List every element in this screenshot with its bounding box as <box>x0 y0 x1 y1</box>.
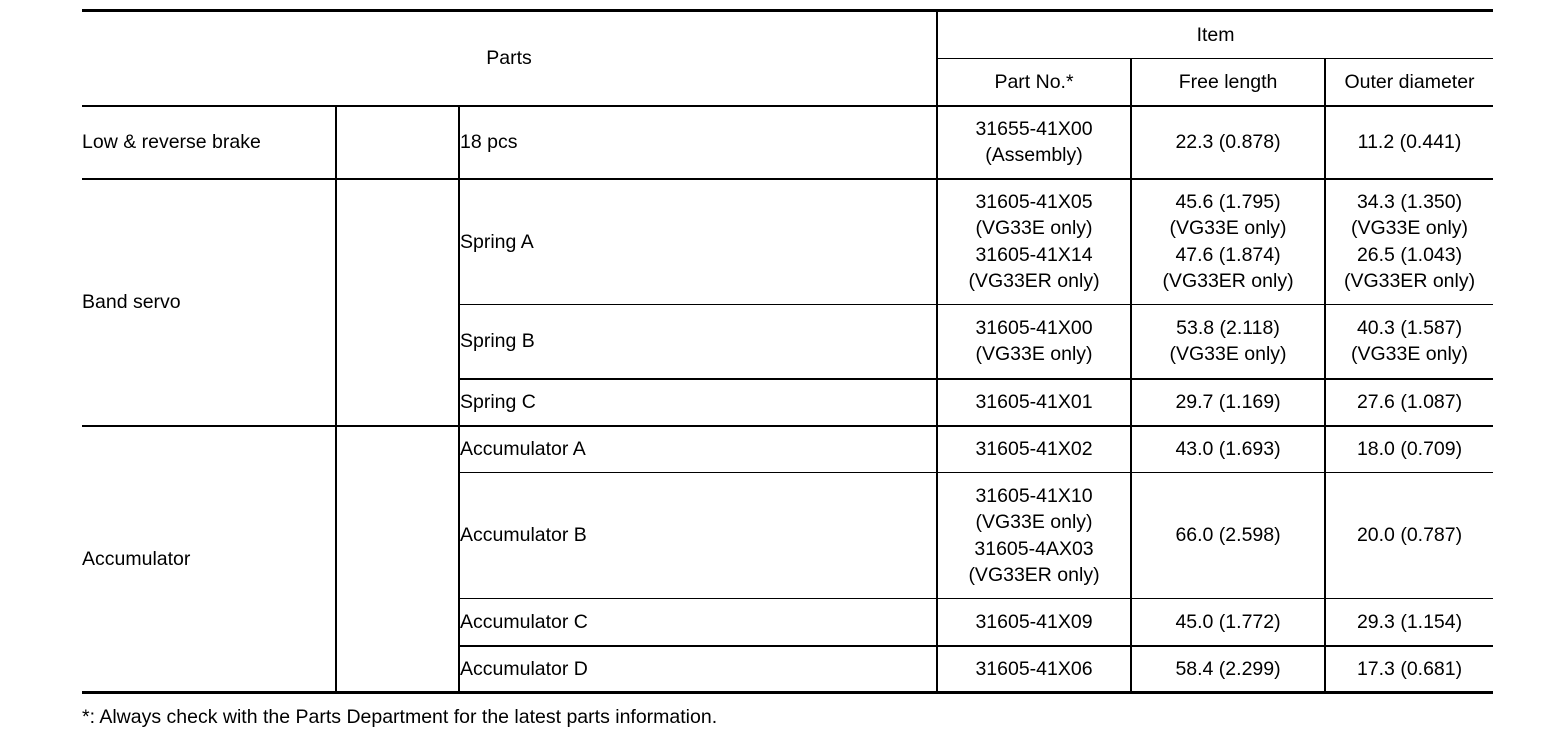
free-length-line: 47.6 (1.874) <box>1175 243 1281 266</box>
free-length-line: 53.8 (2.118) <box>1176 316 1280 339</box>
free-length-cell <box>1131 305 1325 379</box>
outer-diameter-cell <box>1325 179 1493 305</box>
free-length-cell: 45.0 (1.772) <box>1131 599 1325 646</box>
sub-part-label: Spring A <box>459 179 937 305</box>
free-length-cell: 66.0 (2.598) <box>1131 473 1325 599</box>
part-no-header: Part No.* <box>937 59 1131 106</box>
free-length-line: (VG33E only) <box>1169 217 1287 240</box>
free-length-cell: 58.4 (2.299) <box>1131 646 1325 693</box>
group-label: Accumulator <box>82 426 336 693</box>
outer-diameter-cell: 29.3 (1.154) <box>1325 599 1493 646</box>
outer-diameter-line: 34.3 (1.350) <box>1356 190 1463 213</box>
sub-part-label: Accumulator D <box>459 646 937 693</box>
part-no-line: (VG33E only) <box>975 511 1093 533</box>
table-row <box>82 179 1493 305</box>
outer-diameter-line: (VG33E only) <box>1351 343 1469 366</box>
part-no-cell <box>937 305 1131 379</box>
part-no-cell <box>937 106 1131 179</box>
footnote: *: Always check with the Parts Department for the latest parts information. <box>82 706 718 728</box>
outer-diameter-cell <box>1325 305 1493 379</box>
outer-diameter-line: 40.3 (1.587) <box>1356 316 1463 339</box>
outer-diameter-cell: 17.3 (0.681) <box>1325 646 1493 693</box>
outer-diameter-cell: 11.2 (0.441) <box>1325 106 1493 179</box>
part-no-cell: 31605-41X09 <box>937 599 1131 646</box>
part-no-line: (Assembly) <box>985 144 1083 166</box>
part-no-line: 31605-41X05 <box>975 190 1093 213</box>
free-length-cell: 29.7 (1.169) <box>1131 379 1325 426</box>
part-no-line: 31605-4AX03 <box>974 537 1094 560</box>
sub-part-label: Spring B <box>459 305 937 379</box>
item-header: Item <box>937 11 1493 59</box>
part-no-cell: 31605-41X01 <box>937 379 1131 426</box>
part-no-line: (VG33E only) <box>975 217 1093 240</box>
parts-header: Parts <box>486 47 532 69</box>
group-label: Low & reverse brake <box>82 106 336 179</box>
part-no-cell <box>937 179 1131 305</box>
outer-diameter-cell: 20.0 (0.787) <box>1325 473 1493 599</box>
outer-diameter-header: Outer diameter <box>1325 59 1493 106</box>
free-length-cell: 22.3 (0.878) <box>1131 106 1325 179</box>
part-no-line: (VG33ER only) <box>968 270 1100 293</box>
sub-part-label: Accumulator A <box>459 426 937 473</box>
sub-part-label: 18 pcs <box>459 106 937 179</box>
blank-cell <box>336 179 459 426</box>
part-no-cell <box>937 473 1131 599</box>
part-no-cell: 31605-41X06 <box>937 646 1131 693</box>
table-row <box>82 426 1493 473</box>
part-no-line: 31605-41X00 <box>975 316 1093 339</box>
outer-diameter-line: (VG33E only) <box>1351 217 1469 240</box>
part-no-line: 31605-41X14 <box>975 243 1093 266</box>
header-row-top <box>82 11 1493 59</box>
free-length-cell <box>1131 179 1325 305</box>
outer-diameter-line: 26.5 (1.043) <box>1356 243 1463 266</box>
outer-diameter-cell: 27.6 (1.087) <box>1325 379 1493 426</box>
free-length-line: (VG33ER only) <box>1162 270 1294 293</box>
group-label: Band servo <box>82 179 336 426</box>
free-length-line: (VG33E only) <box>1169 343 1287 366</box>
table-row <box>82 106 1493 179</box>
sub-part-label: Accumulator C <box>459 599 937 646</box>
blank-cell <box>336 426 459 693</box>
blank-cell <box>336 106 459 179</box>
sub-part-label: Accumulator B <box>459 473 937 599</box>
part-no-line: (VG33E only) <box>975 343 1093 366</box>
outer-diameter-cell: 18.0 (0.709) <box>1325 426 1493 473</box>
spring-specs-table <box>82 9 1493 694</box>
part-no-cell: 31605-41X02 <box>937 426 1131 473</box>
free-length-line: 45.6 (1.795) <box>1175 190 1281 213</box>
part-no-line: 31655-41X00 <box>975 117 1093 140</box>
free-length-cell: 43.0 (1.693) <box>1131 426 1325 473</box>
sub-part-label: Spring C <box>459 379 937 426</box>
outer-diameter-line: (VG33ER only) <box>1343 270 1476 293</box>
part-no-line: (VG33ER only) <box>968 564 1100 586</box>
free-length-header: Free length <box>1131 59 1325 106</box>
part-no-line: 31605-41X10 <box>975 484 1093 507</box>
